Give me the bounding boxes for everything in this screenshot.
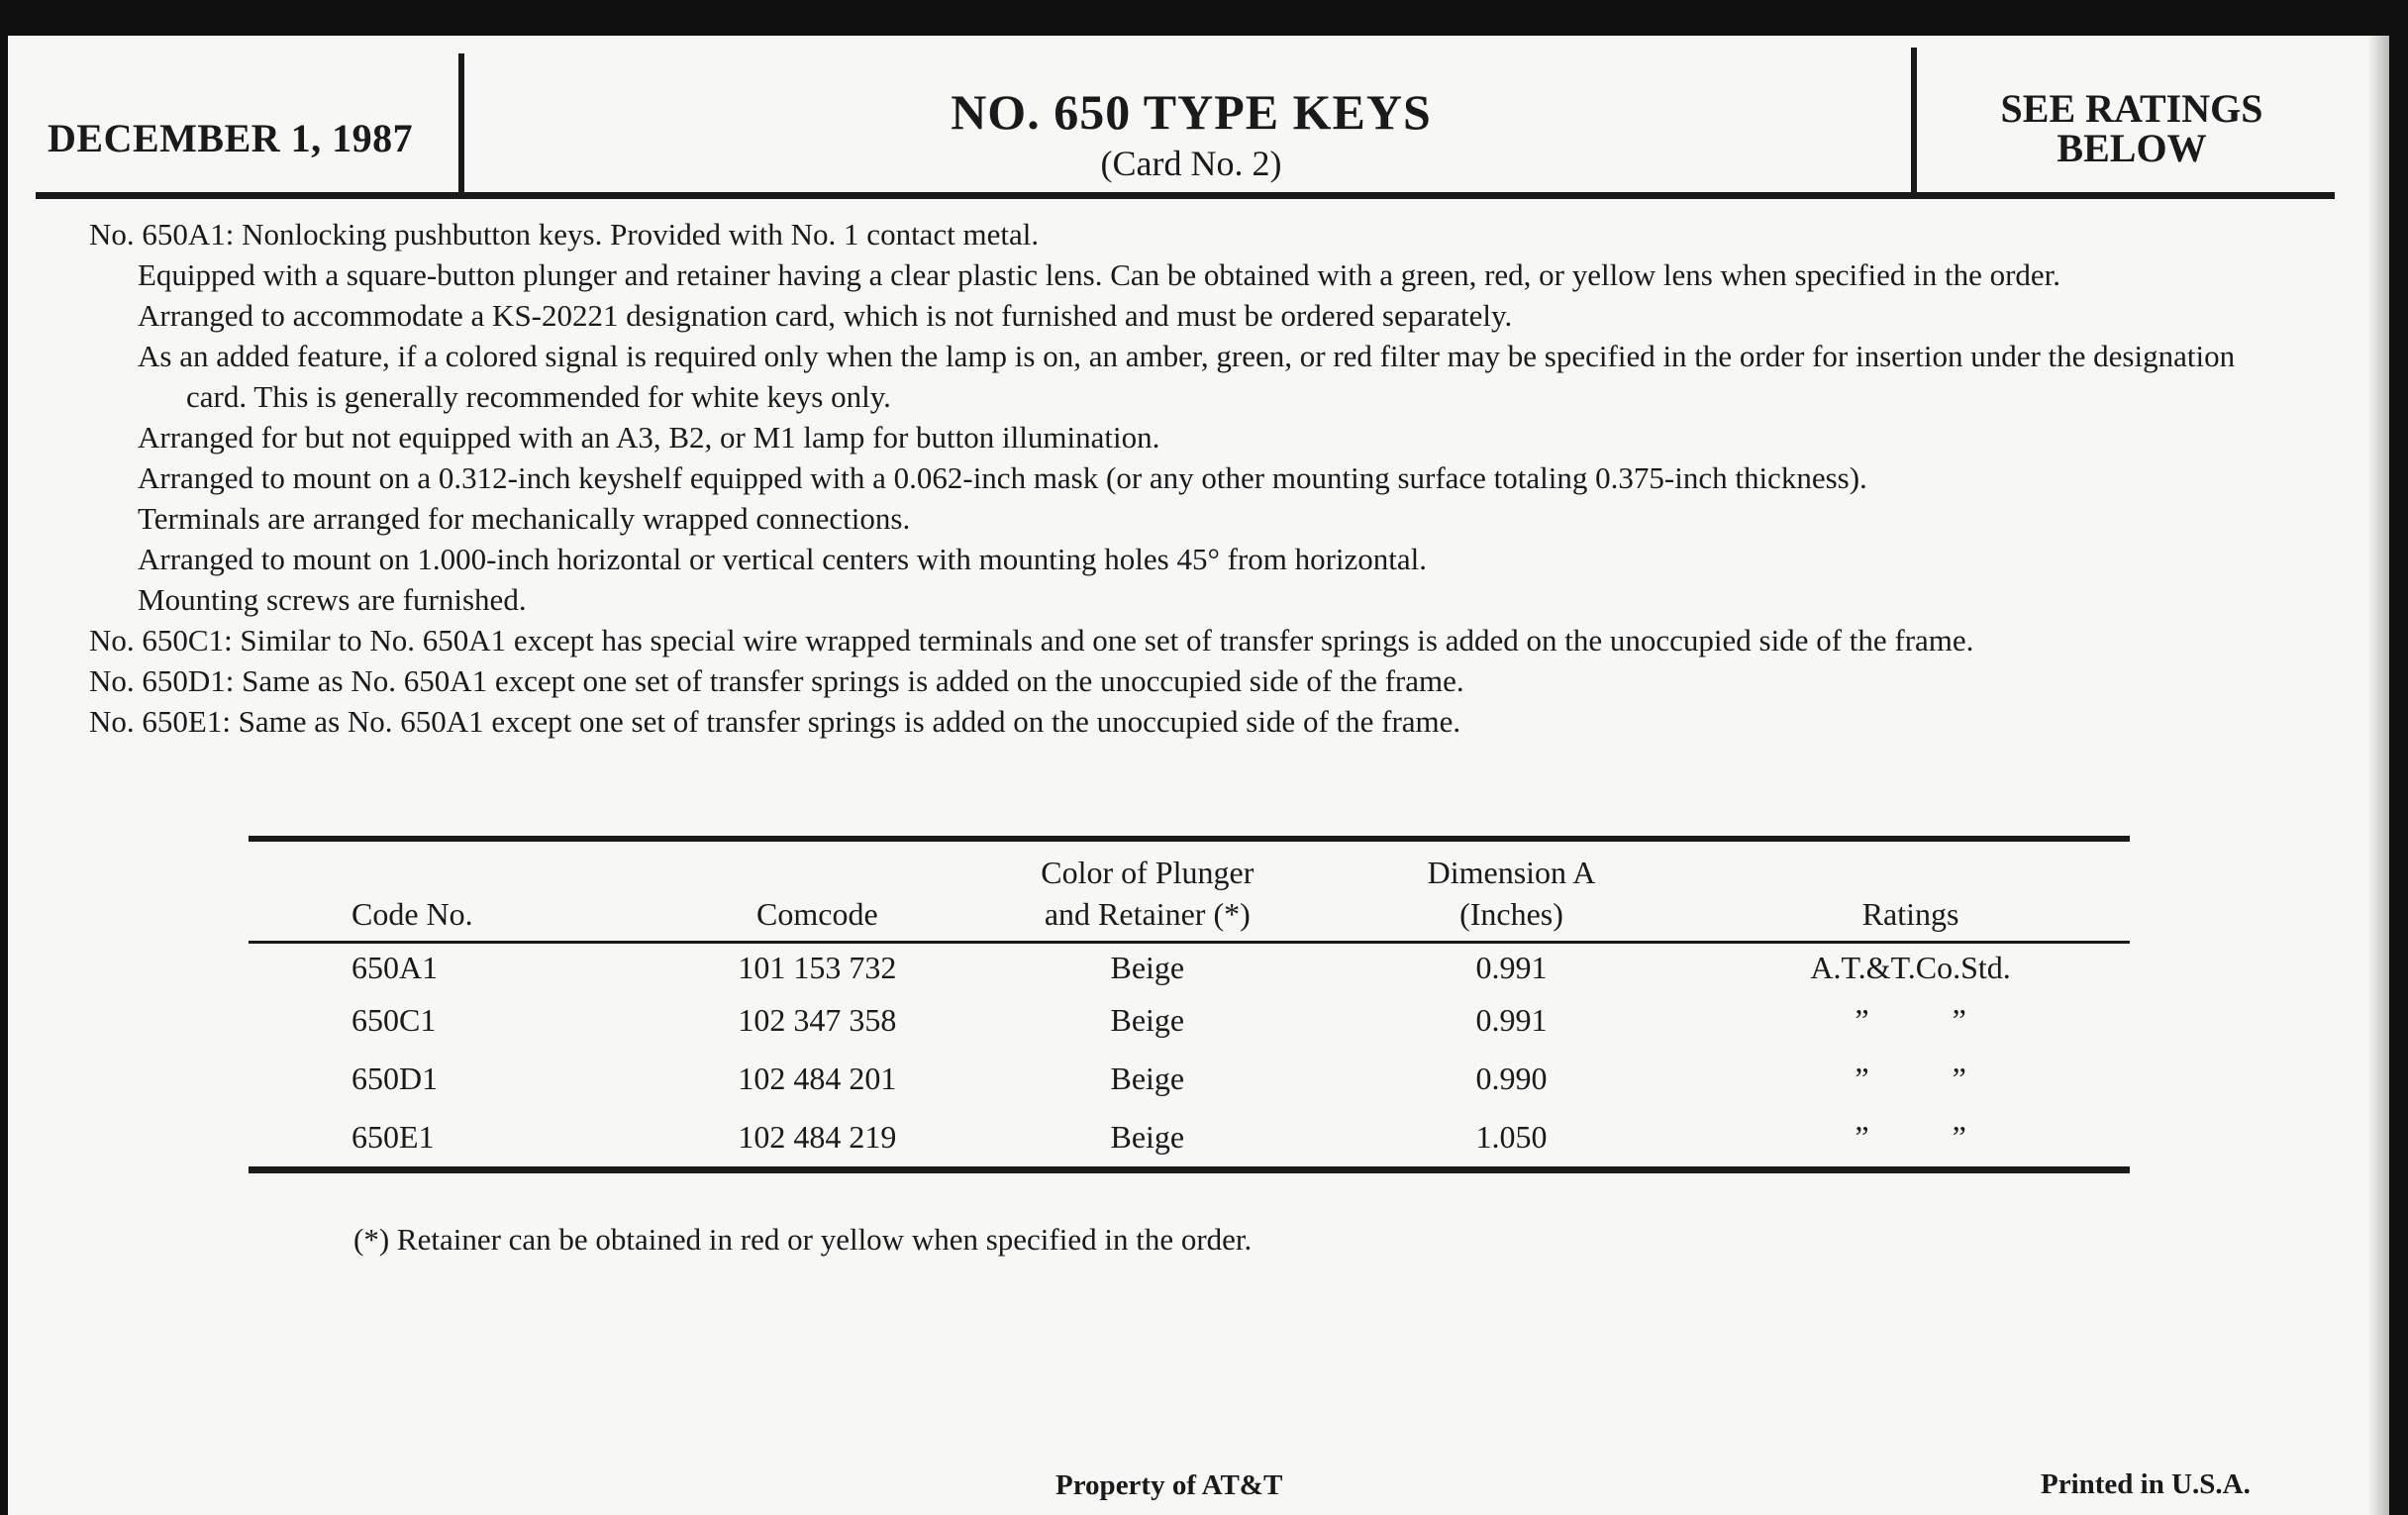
paragraph-lamp: Arranged for but not equipped with an A3, B2, or M1 lamp for button illumination. bbox=[138, 420, 1160, 454]
title-block bbox=[473, 84, 1909, 184]
header-divider-right bbox=[1911, 48, 1917, 198]
cell-code: 650C1 bbox=[351, 1002, 437, 1038]
ditto-marks bbox=[1813, 1119, 2007, 1156]
card-number: (Card No. 2) bbox=[1100, 144, 1282, 183]
footer-property: Property of AT&T bbox=[1055, 1469, 1283, 1501]
cell-color: Beige bbox=[1110, 1119, 1185, 1155]
ditto-mark: ” bbox=[1952, 1002, 1966, 1038]
table-row bbox=[249, 991, 2130, 1050]
header-code: Code No. bbox=[249, 842, 671, 943]
cell-dimension: 0.990 bbox=[1475, 1060, 1548, 1096]
header-dimension-line2: (Inches) bbox=[1459, 896, 1563, 932]
paragraph-650d1: No. 650D1: Same as No. 650A1 except one set of transfer springs is added on the unoccupied side of the frame. bbox=[89, 663, 1464, 698]
table-row bbox=[249, 943, 2130, 992]
header-ratings: Ratings bbox=[1691, 842, 2130, 943]
ratings-note-line1: SEE RATINGS bbox=[2000, 86, 2263, 131]
header-dimension-line1: Dimension A bbox=[1427, 855, 1596, 890]
cell-dimension: 0.991 bbox=[1475, 949, 1548, 985]
issue-date: DECEMBER 1, 1987 bbox=[48, 116, 414, 160]
table-row bbox=[249, 1108, 2130, 1166]
paragraph-mounting-centers: Arranged to mount on 1.000-inch horizontal or vertical centers with mounting holes 45° from horizontal. bbox=[138, 542, 1428, 576]
header-color bbox=[963, 842, 1332, 943]
table-header-row bbox=[249, 842, 2130, 943]
paragraph-650c1: No. 650C1: Similar to No. 650A1 except has special wire wrapped terminals and one set of transfer springs is added on the unoccupied side of the frame. bbox=[89, 623, 1974, 657]
cell-comcode: 102 484 201 bbox=[738, 1060, 897, 1096]
ratings-note bbox=[1924, 86, 2340, 170]
cell-color: Beige bbox=[1110, 949, 1185, 985]
paragraph-plunger: Equipped with a square-button plunger and retainer having a clear plastic lens. Can be obtained with a green, red, or yellow lens when specified in the order. bbox=[138, 257, 2061, 292]
ditto-mark: ” bbox=[1855, 1002, 1869, 1038]
header-comcode: Comcode bbox=[671, 842, 963, 943]
footer-printed: Printed in U.S.A. bbox=[2041, 1468, 2251, 1500]
cell-code: 650A1 bbox=[351, 949, 439, 985]
table-bottom-rule bbox=[249, 1166, 2130, 1173]
cell-dimension: 0.991 bbox=[1475, 1002, 1548, 1038]
description-body bbox=[89, 214, 2297, 742]
table-row bbox=[249, 1050, 2130, 1108]
cell-comcode: 102 347 358 bbox=[738, 1002, 897, 1038]
cell-rating-ditto bbox=[1691, 1050, 2130, 1108]
ratings-note-line2: BELOW bbox=[2057, 126, 2207, 170]
document-card bbox=[8, 36, 2389, 1515]
cell-comcode: 101 153 732 bbox=[738, 949, 897, 985]
paragraph-650a1: No. 650A1: Nonlocking pushbutton keys. Provided with No. 1 contact metal. bbox=[89, 217, 1040, 252]
header-divider-left bbox=[458, 53, 464, 198]
cell-rating-ditto bbox=[1691, 991, 2130, 1050]
ditto-mark: ” bbox=[1855, 1060, 1869, 1096]
codes-table bbox=[249, 836, 2130, 1173]
paragraph-mounting-screws: Mounting screws are furnished. bbox=[138, 582, 527, 617]
header-color-line1: Color of Plunger bbox=[1041, 855, 1254, 890]
page-title: NO. 650 TYPE KEYS bbox=[951, 84, 1432, 140]
header-rule bbox=[36, 192, 2335, 199]
table-footnote: (*) Retainer can be obtained in red or yellow when specified in the order. bbox=[353, 1222, 1253, 1257]
paragraph-designation-card: Arranged to accommodate a KS-20221 designation card, which is not furnished and must be ordered separately. bbox=[138, 298, 1513, 333]
cell-comcode: 102 484 219 bbox=[738, 1119, 897, 1155]
paragraph-terminals: Terminals are arranged for mechanically wrapped connections. bbox=[138, 501, 911, 536]
ditto-mark: ” bbox=[1952, 1060, 1966, 1096]
ditto-marks bbox=[1813, 1002, 2007, 1039]
cell-code: 650D1 bbox=[351, 1060, 439, 1096]
cell-rating-ditto bbox=[1691, 1108, 2130, 1166]
ditto-mark: ” bbox=[1952, 1119, 1966, 1155]
cell-code: 650E1 bbox=[351, 1119, 435, 1155]
ditto-mark: ” bbox=[1855, 1119, 1869, 1155]
header-dimension bbox=[1332, 842, 1691, 943]
cell-rating: A.T.&T.Co.Std. bbox=[1810, 949, 2011, 985]
paragraph-colored-signal: As an added feature, if a colored signal is required only when the lamp is on, an amber, green, or red filter may be specified in the order for insertion under the designation card. This is generally recommended for white keys only. bbox=[138, 339, 2236, 414]
card-edge-shadow bbox=[2367, 36, 2389, 1515]
paragraph-keyshelf: Arranged to mount on a 0.312-inch keyshelf equipped with a 0.062-inch mask (or any other mounting surface totaling 0.375-inch thickness). bbox=[138, 460, 1867, 495]
header-color-line2: and Retainer (*) bbox=[1044, 896, 1251, 932]
cell-color: Beige bbox=[1110, 1060, 1185, 1096]
paragraph-650e1: No. 650E1: Same as No. 650A1 except one set of transfer springs is added on the unoccupied side of the frame. bbox=[89, 704, 1461, 739]
cell-color: Beige bbox=[1110, 1002, 1185, 1038]
ditto-marks bbox=[1813, 1060, 2007, 1097]
cell-dimension: 1.050 bbox=[1475, 1119, 1548, 1155]
